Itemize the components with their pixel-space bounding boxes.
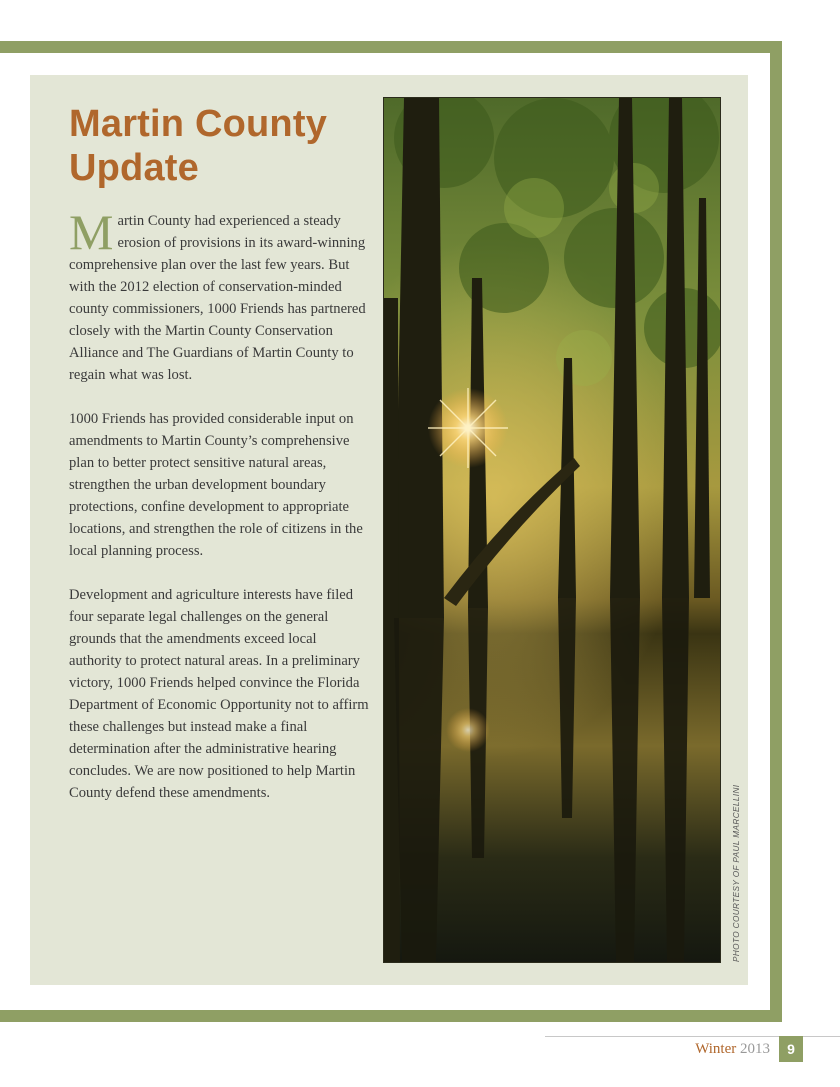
page-number: 9 — [779, 1036, 803, 1062]
article-title — [69, 102, 369, 190]
photo-credit: PHOTO COURTESY OF PAUL MARCELLINI — [732, 784, 741, 962]
footer-season: Winter — [695, 1041, 737, 1057]
footer-issue — [600, 1039, 770, 1059]
drop-cap: M — [69, 204, 114, 260]
article-paragraph-2: 1000 Friends has provided considerable input on amendments to Martin County’s comprehensive plan to better protect sensitive natural areas, strengthen the urban development boundary protections, confine development to appropriate locations, and strengthen the role of citizens in the local planning process. — [69, 411, 363, 559]
frame-right-border — [770, 41, 782, 1022]
title-line-1: Martin County — [69, 103, 328, 145]
footer-year: 2013 — [740, 1041, 770, 1057]
paragraph-1-text: artin County had experienced a steady erosion of provisions in its award-winning comprehensive plan over the last few years. But with the 2012 election of conservation-minded county commissioners, 1000 Friends has partnered closely with the Martin County Conservation Alliance and The Guardians of Martin County to regain what was lost. — [69, 213, 366, 383]
frame-top-border — [0, 41, 782, 53]
frame-bottom-border — [0, 1010, 782, 1022]
article — [69, 102, 369, 804]
article-paragraph-3: Development and agriculture interests have filed four separate legal challenges on the general grounds that the amendments exceed local authority to protect natural areas. In a preliminary victory, 1000 Friends helped convince the Florida Department of Economic Opportunity not to affirm these challenges but instead make a final determination after the administrative hearing concludes. We are now positioned to help Martin County defend these amendments. — [69, 587, 369, 801]
title-line-2: Update — [69, 147, 199, 189]
article-paragraph-1 — [69, 204, 369, 386]
swamp-forest-photo — [383, 97, 721, 963]
photo-illustration — [384, 98, 720, 962]
